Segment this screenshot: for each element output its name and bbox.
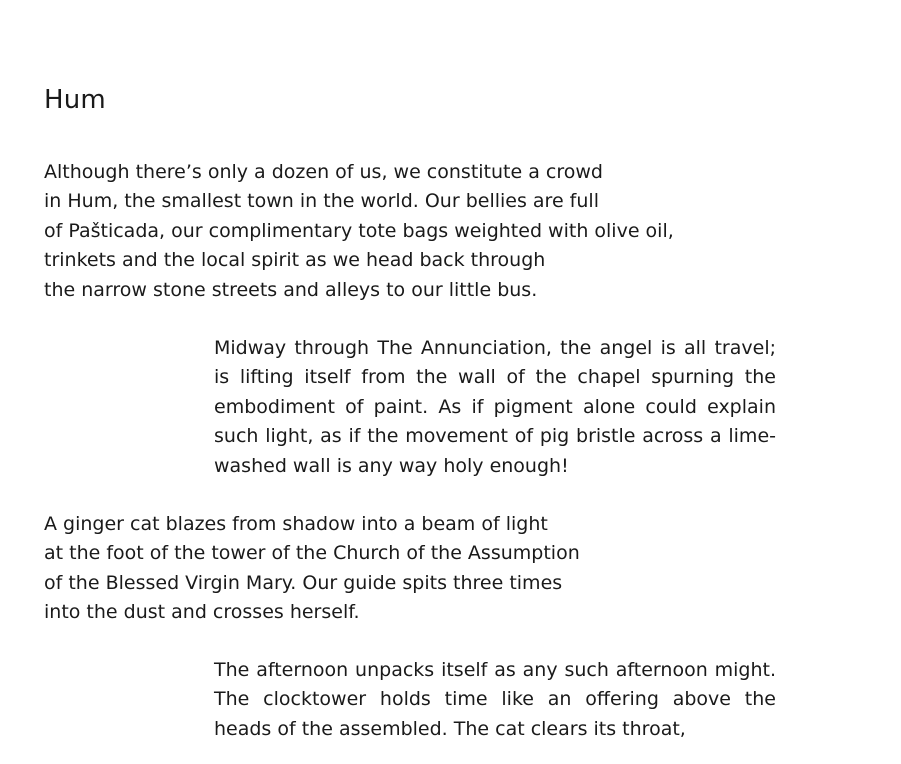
prose-line: embodiment of paint. As if pigment alone could explain [214,395,776,418]
poem-line: the narrow stone streets and alleys to our little bus. [44,278,538,301]
poem-line: trinkets and the local spirit as we head back through [44,249,546,272]
poem-title: Hum [44,85,106,115]
poem-line: at the foot of the tower of the Church of the Assumption [44,542,580,565]
prose-line: The clocktower holds time like an offering above the [214,688,776,711]
poem-line: of Pašticada, our complimentary tote bags weighted with olive oil, [44,219,674,242]
poem-line: into the dust and crosses herself. [44,601,360,624]
prose-line: washed wall is any way holy enough! [214,454,569,477]
stanza-2 [44,510,580,628]
prose-block-2 [214,656,776,744]
poem-line: of the Blessed Virgin Mary. Our guide spits three times [44,571,563,594]
prose-line: heads of the assembled. The cat clears its throat, [214,717,686,740]
poem-line: A ginger cat blazes from shadow into a beam of light [44,513,548,535]
prose-line: is lifting itself from the wall of the chapel spurning the [214,366,776,389]
prose-block-1 [214,334,776,481]
stanza-1 [44,158,674,305]
prose-line: The afternoon unpacks itself as any such afternoon might. [214,659,776,681]
prose-line: Midway through The Annunciation, the angel is all travel; [214,337,776,359]
poem-line: in Hum, the smallest town in the world. Our bellies are full [44,190,599,213]
prose-line: such light, as if the movement of pig bristle across a lime- [214,425,776,448]
poem-line: Although there’s only a dozen of us, we constitute a crowd [44,161,603,183]
